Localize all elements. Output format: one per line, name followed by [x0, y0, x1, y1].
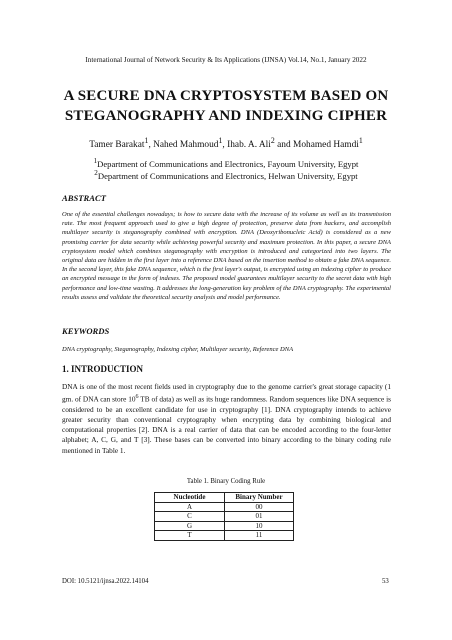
- title-line-2: STEGANOGRAPHY AND INDEXING CIPHER: [64, 108, 388, 124]
- table-row: [155, 502, 294, 512]
- author-affiliation-mark: 1: [144, 136, 149, 145]
- table-row: [155, 512, 294, 522]
- table-cell: G: [155, 521, 225, 531]
- table-cell: 01: [225, 512, 294, 522]
- table-cell: 11: [225, 531, 294, 541]
- table-cell: T: [155, 531, 225, 541]
- affiliation-text: Department of Communications and Electronics, Fayoum University, Egypt: [97, 158, 359, 169]
- table-cell: 00: [225, 502, 294, 512]
- table-cell: C: [155, 512, 225, 522]
- doi-footer: DOI: 10.5121/ijnsa.2022.14104: [62, 578, 149, 585]
- affiliation-2: [30, 169, 422, 181]
- keywords-text: DNA cryptography, Steganography, Indexing cipher, Multilayer security, Reference DNA: [62, 346, 294, 353]
- paper-title: [40, 86, 412, 126]
- author-affiliation-mark: 1: [358, 136, 363, 145]
- table-caption: Table 1. Binary Coding Rule: [186, 478, 266, 485]
- table-header-cell: Binary Number: [225, 493, 294, 503]
- affiliation-mark: 1: [93, 157, 98, 165]
- table-cell: A: [155, 502, 225, 512]
- exponent: 6: [135, 394, 139, 401]
- author-affiliation-mark: 1: [218, 136, 223, 145]
- table-row: [155, 531, 294, 541]
- binary-coding-table: [154, 492, 294, 541]
- author-affiliation-mark: 2: [270, 136, 275, 145]
- introduction-paragraph: [62, 382, 391, 456]
- table-header-cell: Nucleotide: [155, 493, 225, 503]
- page-number: 53: [382, 578, 389, 585]
- table-cell: 10: [225, 521, 294, 531]
- author-list: [30, 136, 422, 150]
- abstract-text: One of the essential challenges nowadays; is how to secure data with the increase of its volume as well as its transmission rate. The most frequent approach used to give a high degree of protection, preserve data from hackers, and accomplish multilayer security is steganography combined with encryption. DNA (Deoxyribonucleic Acid) is considered as a new promising carrier for data security while achieving powerful security and maximum protection. In this paper, a secure DNA cryptosystem model which combines steganography with encryption is introduced and categorized into two layers. The original data are hidden in the first layer into a reference DNA based on the insertion method to obtain a fake DNA sequence. In the second layer, this fake DNA sequence, which is the first layer's output, is encrypted using an indexing cipher to produce an encrypted message in the form of indexes. The proposed model guarantees multilayer security to the secret data with high performance and low-time wasting. It addresses the long-generation key problem of the DNA cryptography. The experimental results assess and validate the theoretical security analysis and model performance.: [62, 211, 391, 301]
- table-row: [155, 521, 294, 531]
- abstract-heading: ABSTRACT: [62, 193, 106, 203]
- affiliation-text: Department of Communications and Electronics, Helwan University, Egypt: [97, 170, 358, 181]
- affiliation-1: [30, 157, 422, 169]
- title-line-1: A SECURE DNA CRYPTOSYSTEM BASED ON: [63, 88, 389, 104]
- journal-header: International Journal of Network Security & Its Applications (IJNSA) Vol.14, No.1, January 2022: [85, 56, 367, 64]
- affiliation-mark: 2: [94, 169, 98, 177]
- keywords-heading: KEYWORDS: [62, 326, 110, 336]
- intro-text-part-2: TB of data) as well as its huge randomness. Random sequences like DNA sequence is considered to be an excellent candidate for use in cryptography [1]. DNA cryptography intends to achieve greater security than conventional cryptography when encrypting data by combining biological and computational properties [2]. DNA is a real carrier of data that can be encoded according to the four-letter alphabet; A, C, G, and T [3]. These bases can be converted into binary according to the binary coding rule mentioned in Table 1.: [62, 394, 391, 455]
- intro-text-part-1: DNA is one of the most recent fields used in cryptography due to the genome carrier's great storage capacity (1 gm. of DNA can store 10: [62, 382, 391, 404]
- author-name: , Ihab. A. Ali: [222, 140, 271, 151]
- table-header-row: [155, 493, 294, 503]
- author-name: Tamer Barakat: [89, 140, 145, 151]
- author-name: , Nahed Mahmoud: [148, 140, 219, 151]
- introduction-heading: 1. INTRODUCTION: [62, 364, 144, 374]
- author-name: and Mohamed Hamdi: [274, 140, 359, 151]
